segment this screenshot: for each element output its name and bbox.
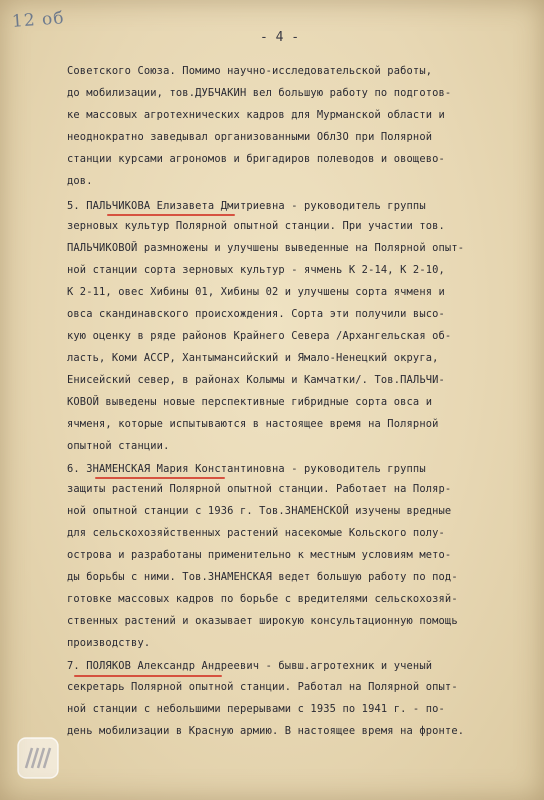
text-line: ячменя, которые испытываются в настоящее время на Полярной: [67, 418, 439, 430]
text-line: опытной станции.: [67, 440, 170, 452]
text-line: К 2-11, овес Хибины 01, Хибины 02 и улучшены сорта ячменя и: [67, 286, 445, 298]
text-line: ке массовых агротехнических кадров для Мурманской области и: [67, 109, 445, 121]
text-line: острова и разработаны применительно к местным условиям мето-: [67, 549, 452, 561]
archive-page-mark: 12 об: [11, 8, 66, 32]
text-line: ды борьбы с ними. Тов.ЗНАМЕНСКАЯ ведет большую работу по под-: [67, 571, 458, 583]
text-line: защиты растений Полярной опытной станции. Работает на Поляр-: [67, 483, 452, 495]
text-line: 7. ПОЛЯКОВ Александр Андреевич - бывш.агротехник и ученый: [67, 660, 433, 672]
text-line: ной станции с небольшими перерывами с 1935 по 1941 г. - по-: [67, 703, 445, 715]
text-line: станции курсами агрономов и бригадиров полеводов и овощево-: [67, 153, 445, 165]
text-line: кую оценку в ряде районов Крайнего Севера /Архангельская об-: [67, 330, 452, 342]
text-line: ной станции сорта зерновых культур - ячмень К 2-14, К 2-10,: [67, 264, 445, 276]
text-line: готовке массовых кадров по борьбе с вредителями сельскохозяй-: [67, 593, 458, 605]
text-line: Енисейский север, в районах Колымы и Камчатки/. Тов.ПАЛЬЧИ-: [67, 374, 445, 386]
text-line: производству.: [67, 637, 151, 649]
text-line: ласть, Коми АССР, Хантымансийский и Ямало-Ненецкий округа,: [67, 352, 439, 364]
text-line: ПАЛЬЧИКОВОЙ размножены и улучшены выведенные на Полярной опыт-: [67, 242, 465, 254]
text-line: зерновых культур Полярной опытной станции. При участии тов.: [67, 220, 445, 232]
text-line: 5. ПАЛЬЧИКОВА Елизавета Дмитриевна - руководитель группы: [67, 200, 426, 212]
text-line: Советского Союза. Помимо научно-исследовательской работы,: [67, 65, 433, 77]
text-line: 6. ЗНАМЕНСКАЯ Мария Константиновна - руководитель группы: [67, 463, 426, 475]
text-line: ственных растений и оказывает широкую консультационную помощь: [67, 615, 458, 627]
text-line: для сельскохозяйственных растений насекомые Кольского полу-: [67, 527, 445, 539]
text-line: неоднократно заведывал организованными ОблЗО при Полярной: [67, 131, 433, 143]
text-line: овса скандинавского происхождения. Сорта эти получили высо-: [67, 308, 445, 320]
text-line: ной опытной станции с 1936 г. Тов.ЗНАМЕНСКОЙ изучены вредные: [67, 505, 452, 517]
archive-seal-icon: [16, 736, 60, 780]
text-line: секретарь Полярной опытной станции. Работал на Полярной опыт-: [67, 681, 458, 693]
text-line: дов.: [67, 175, 93, 187]
page-number: - 4 -: [260, 30, 300, 45]
text-line: до мобилизации, тов.ДУБЧАКИН вел большую работу по подготов-: [67, 87, 452, 99]
red-pencil-underline: [95, 477, 225, 479]
text-line: КОВОЙ выведены новые перспективные гибридные сорта овса и: [67, 396, 433, 408]
red-pencil-underline: [74, 675, 222, 677]
text-line: день мобилизации в Красную армию. В настоящее время на фронте.: [67, 725, 465, 737]
red-pencil-underline: [107, 214, 235, 216]
